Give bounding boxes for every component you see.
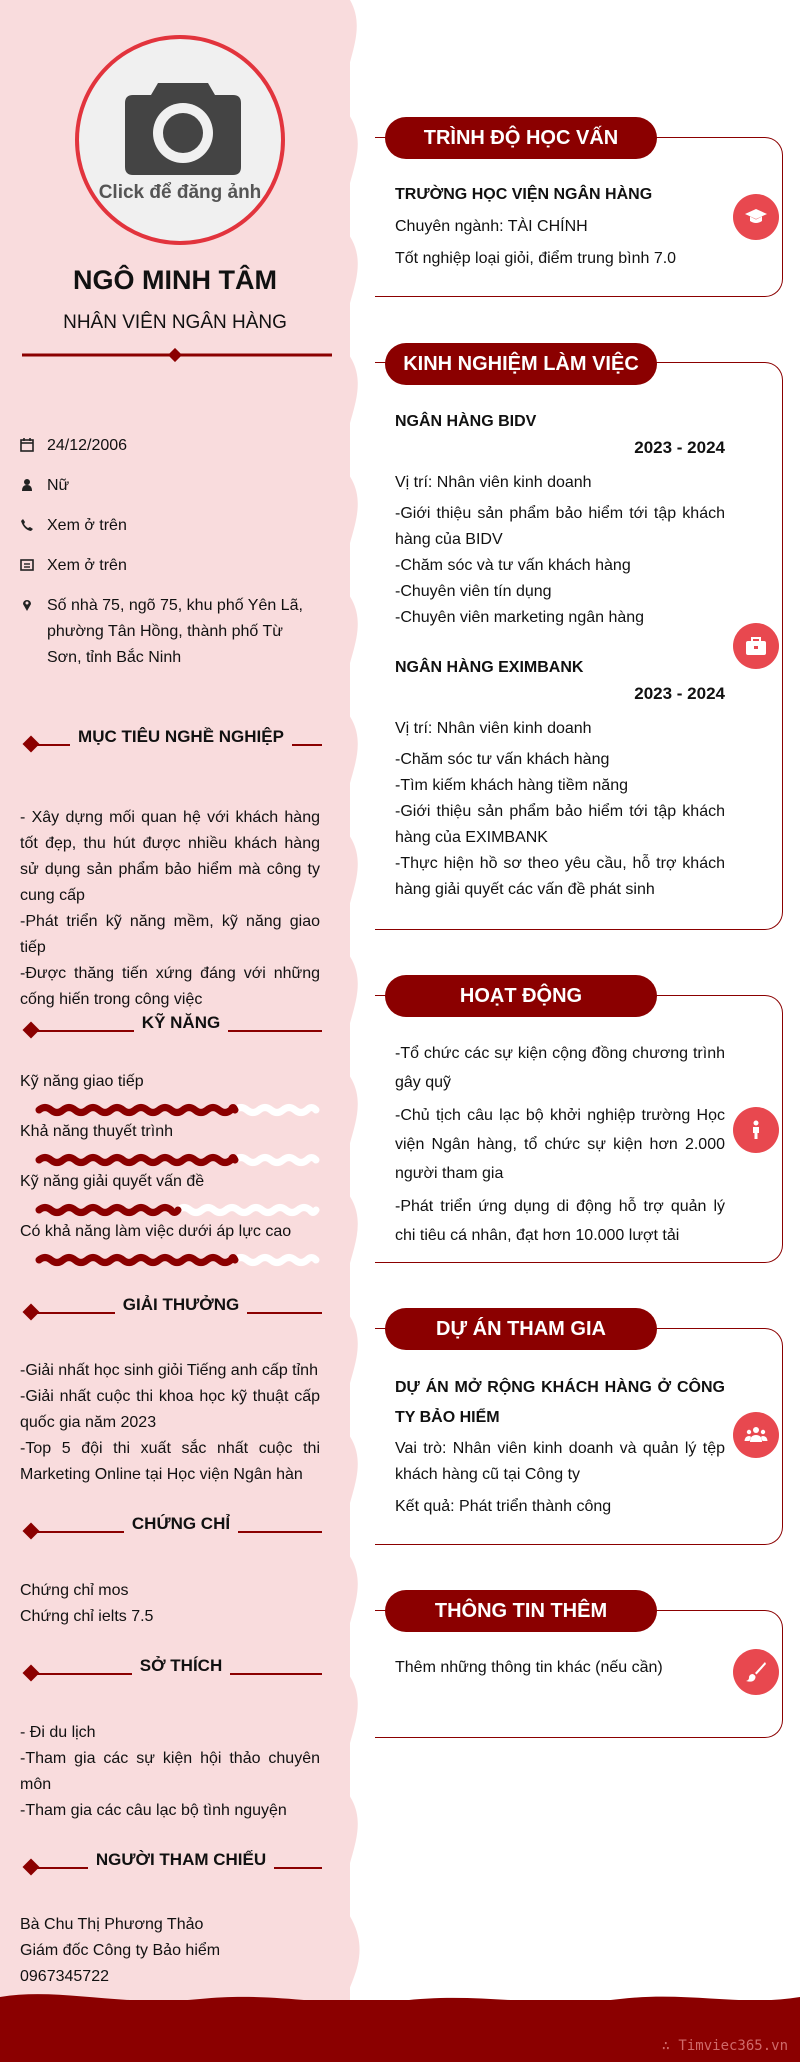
job-duty: -Giới thiệu sản phẩm bảo hiểm tới tập khách hàng của BIDV bbox=[395, 505, 725, 548]
info-phone bbox=[20, 513, 320, 539]
education-school[interactable]: TRƯỜNG HỌC VIỆN NGÂN HÀNG bbox=[395, 186, 653, 203]
job-duty: -Chuyên viên tín dụng bbox=[395, 583, 552, 600]
map-pin-icon bbox=[20, 598, 34, 612]
projects-title[interactable]: DỰ ÁN THAM GIA bbox=[385, 1308, 657, 1350]
skill-bar-track bbox=[235, 1258, 316, 1263]
skill-bar-track bbox=[178, 1208, 316, 1213]
extra-icon-badge bbox=[733, 1649, 779, 1695]
name-divider bbox=[22, 348, 332, 362]
objective-text[interactable] bbox=[20, 805, 320, 1013]
skill-bar bbox=[35, 1203, 320, 1217]
objective-line: - Xây dựng mối quan hệ với khách hàng tốt đẹp, thu hút được nhiều khách hàng sử dụng sản phẩm bảo hiểm mà công ty cung cấp bbox=[20, 809, 320, 904]
certificates-text[interactable] bbox=[20, 1578, 320, 1630]
skill-bar-track bbox=[235, 1108, 316, 1113]
skill-bar-fill bbox=[39, 1158, 235, 1163]
references-title: NGƯỜI THAM CHIẾU bbox=[40, 1850, 322, 1870]
job-duty: -Tìm kiếm khách hàng tiềm năng bbox=[395, 777, 628, 794]
certificate-line: Chứng chỉ mos bbox=[20, 1582, 129, 1599]
skill-bar-fill bbox=[39, 1208, 178, 1213]
hobby-line: -Tham gia các sự kiện hội thảo chuyên môn bbox=[20, 1750, 320, 1793]
experience-title[interactable]: KINH NGHIỆM LÀM VIỆC bbox=[385, 343, 657, 385]
objective-line: -Được thăng tiến xứng đáng với những cống hiến trong công việc bbox=[20, 965, 320, 1008]
skill-name[interactable]: Kỹ năng giao tiếp bbox=[20, 1073, 144, 1090]
profile-job-title[interactable]: NHÂN VIÊN NGÂN HÀNG bbox=[63, 312, 287, 333]
job-duty: -Thực hiện hồ sơ theo yêu cầu, hỗ trợ khách hàng giải quyết các vấn đề phát sinh bbox=[395, 855, 725, 898]
heading-diamond bbox=[23, 1022, 40, 1039]
heading-diamond bbox=[23, 736, 40, 753]
info-gender bbox=[20, 473, 320, 499]
award-line: -Giải nhất học sinh giỏi Tiếng anh cấp tỉnh bbox=[20, 1362, 318, 1379]
activities-title[interactable]: HOẠT ĐỘNG bbox=[385, 975, 657, 1017]
heading-diamond bbox=[23, 1859, 40, 1876]
skills-heading bbox=[20, 1013, 322, 1043]
skill-bar bbox=[35, 1153, 320, 1167]
skill-name[interactable]: Có khả năng làm việc dưới áp lực cao bbox=[20, 1223, 292, 1240]
project-result[interactable]: Kết quả: Phát triển thành công bbox=[395, 1498, 612, 1515]
education-result[interactable]: Tốt nghiệp loại giỏi, điểm trung bình 7.0 bbox=[395, 250, 677, 267]
activity-line: -Phát triển ứng dụng di động hỗ trợ quản lý chi tiêu cá nhân, đạt hơn 10.000 lượt tải bbox=[395, 1198, 725, 1244]
education-major[interactable]: Chuyên ngành: TÀI CHÍNH bbox=[395, 218, 588, 235]
avatar-upload-label: Click để đăng ảnh bbox=[98, 182, 262, 203]
activity-line: -Tổ chức các sự kiện cộng đồng chương trình gây quỹ bbox=[395, 1045, 725, 1091]
calendar-icon bbox=[20, 438, 34, 452]
profile-name[interactable]: NGÔ MINH TÂM bbox=[73, 265, 277, 295]
references-text[interactable] bbox=[20, 1912, 320, 1990]
heading-diamond bbox=[23, 1304, 40, 1321]
certificate-line: Chứng chỉ ielts 7.5 bbox=[20, 1608, 154, 1625]
info-email bbox=[20, 553, 320, 579]
heading-diamond bbox=[23, 1523, 40, 1540]
reference-line: 0967345722 bbox=[20, 1968, 109, 1985]
objective-line: -Phát triển kỹ năng mềm, kỹ năng giao tiếp bbox=[20, 913, 320, 956]
reference-line: Giám đốc Công ty Bảo hiểm bbox=[20, 1942, 221, 1959]
hobbies-title: SỞ THÍCH bbox=[40, 1656, 322, 1676]
job-period[interactable]: 2023 - 2024 bbox=[634, 438, 725, 457]
info-address bbox=[20, 593, 320, 671]
job-duties[interactable] bbox=[395, 747, 725, 903]
reference-line: Bà Chu Thị Phương Thảo bbox=[20, 1916, 204, 1933]
experience-icon-badge bbox=[733, 623, 779, 669]
education-title[interactable]: TRÌNH ĐỘ HỌC VẤN bbox=[385, 117, 657, 159]
job-duties[interactable] bbox=[395, 501, 725, 631]
objective-heading bbox=[20, 727, 322, 757]
activities-text[interactable] bbox=[395, 1039, 725, 1250]
job-position[interactable]: Vị trí: Nhân viên kinh doanh bbox=[395, 720, 592, 737]
awards-heading bbox=[20, 1295, 322, 1325]
watermark: ∴ Timviec365.vn bbox=[661, 2038, 788, 2054]
job-duty: -Chăm sóc tư vấn khách hàng bbox=[395, 751, 610, 768]
objective-title: MỤC TIÊU NGHỀ NGHIỆP bbox=[40, 727, 322, 747]
info-dob bbox=[20, 433, 320, 459]
job-duty: -Chăm sóc và tư vấn khách hàng bbox=[395, 557, 631, 574]
user-icon bbox=[20, 478, 34, 492]
hobby-line: - Đi du lịch bbox=[20, 1724, 96, 1741]
references-heading bbox=[20, 1850, 322, 1880]
hobbies-text[interactable] bbox=[20, 1720, 320, 1824]
education-icon-badge bbox=[733, 194, 779, 240]
footer-wave bbox=[0, 1985, 800, 2015]
skill-name[interactable]: Khả năng thuyết trình bbox=[20, 1123, 173, 1140]
award-line: -Top 5 đội thi xuất sắc nhất cuộc thi Marketing Online tại Học viện Ngân hàn bbox=[20, 1440, 320, 1483]
info-email-value[interactable]: Xem ở trên bbox=[47, 557, 127, 574]
email-icon bbox=[20, 558, 34, 572]
awards-title: GIẢI THƯỞNG bbox=[40, 1295, 322, 1315]
certificates-heading bbox=[20, 1514, 322, 1544]
briefcase-icon bbox=[744, 634, 768, 658]
heading-diamond bbox=[23, 1665, 40, 1682]
project-role[interactable]: Vai trò: Nhân viên kinh doanh và quản lý tệp khách hàng cũ tại Công ty bbox=[395, 1440, 725, 1483]
projects-icon-badge bbox=[733, 1412, 779, 1458]
skill-bar-fill bbox=[39, 1258, 235, 1263]
job-company[interactable]: NGÂN HÀNG EXIMBANK bbox=[395, 659, 584, 676]
info-phone-value[interactable]: Xem ở trên bbox=[47, 517, 127, 534]
skills-title: KỸ NĂNG bbox=[40, 1013, 322, 1033]
phone-icon bbox=[20, 518, 34, 532]
skill-name[interactable]: Kỹ năng giải quyết vấn đề bbox=[20, 1173, 205, 1190]
awards-text[interactable] bbox=[20, 1358, 320, 1488]
extra-title[interactable]: THÔNG TIN THÊM bbox=[385, 1590, 657, 1632]
job-duty: -Giới thiệu sản phẩm bảo hiểm tới tập khách hàng của EXIMBANK bbox=[395, 803, 725, 846]
skill-bar bbox=[35, 1103, 320, 1117]
activities-icon-badge bbox=[733, 1107, 779, 1153]
project-name[interactable]: DỰ ÁN MỞ RỘNG KHÁCH HÀNG Ở CÔNG TY BẢO HIỂM bbox=[395, 1379, 725, 1426]
job-duty: -Chuyên viên marketing ngân hàng bbox=[395, 609, 645, 626]
skill-bar-track bbox=[235, 1158, 316, 1163]
info-address-value[interactable]: Số nhà 75, ngõ 75, khu phố Yên Lã, phường Tân Hồng, thành phố Từ Sơn, tỉnh Bắc Ninh bbox=[47, 597, 303, 666]
hobby-line: -Tham gia các câu lạc bộ tình nguyện bbox=[20, 1802, 287, 1819]
hobbies-heading bbox=[20, 1656, 322, 1686]
info-dob-value[interactable]: 24/12/2006 bbox=[47, 437, 128, 454]
graduation-cap-icon bbox=[744, 205, 768, 229]
info-gender-value[interactable]: Nữ bbox=[47, 477, 70, 494]
paint-brush-icon bbox=[744, 1660, 768, 1684]
award-line: -Giải nhất cuộc thi khoa học kỹ thuật cấp quốc gia năm 2023 bbox=[20, 1388, 320, 1431]
avatar-upload[interactable] bbox=[75, 35, 285, 245]
skill-bar-fill bbox=[39, 1108, 235, 1113]
person-icon bbox=[744, 1118, 768, 1142]
users-icon bbox=[744, 1423, 768, 1447]
wave-divider bbox=[338, 0, 378, 2000]
job-position[interactable]: Vị trí: Nhân viên kinh doanh bbox=[395, 474, 592, 491]
certificates-title: CHỨNG CHỈ bbox=[40, 1514, 322, 1534]
extra-text[interactable]: Thêm những thông tin khác (nếu cần) bbox=[395, 1659, 663, 1676]
job-period[interactable]: 2023 - 2024 bbox=[634, 684, 725, 703]
job-company[interactable]: NGÂN HÀNG BIDV bbox=[395, 413, 537, 430]
activity-line: -Chủ tịch câu lạc bộ khởi nghiệp trường Học viện Ngân hàng, tổ chức sự kiện hơn 2.000 người tham gia bbox=[395, 1107, 725, 1182]
camera-icon bbox=[123, 75, 243, 175]
skill-bar bbox=[35, 1253, 320, 1267]
